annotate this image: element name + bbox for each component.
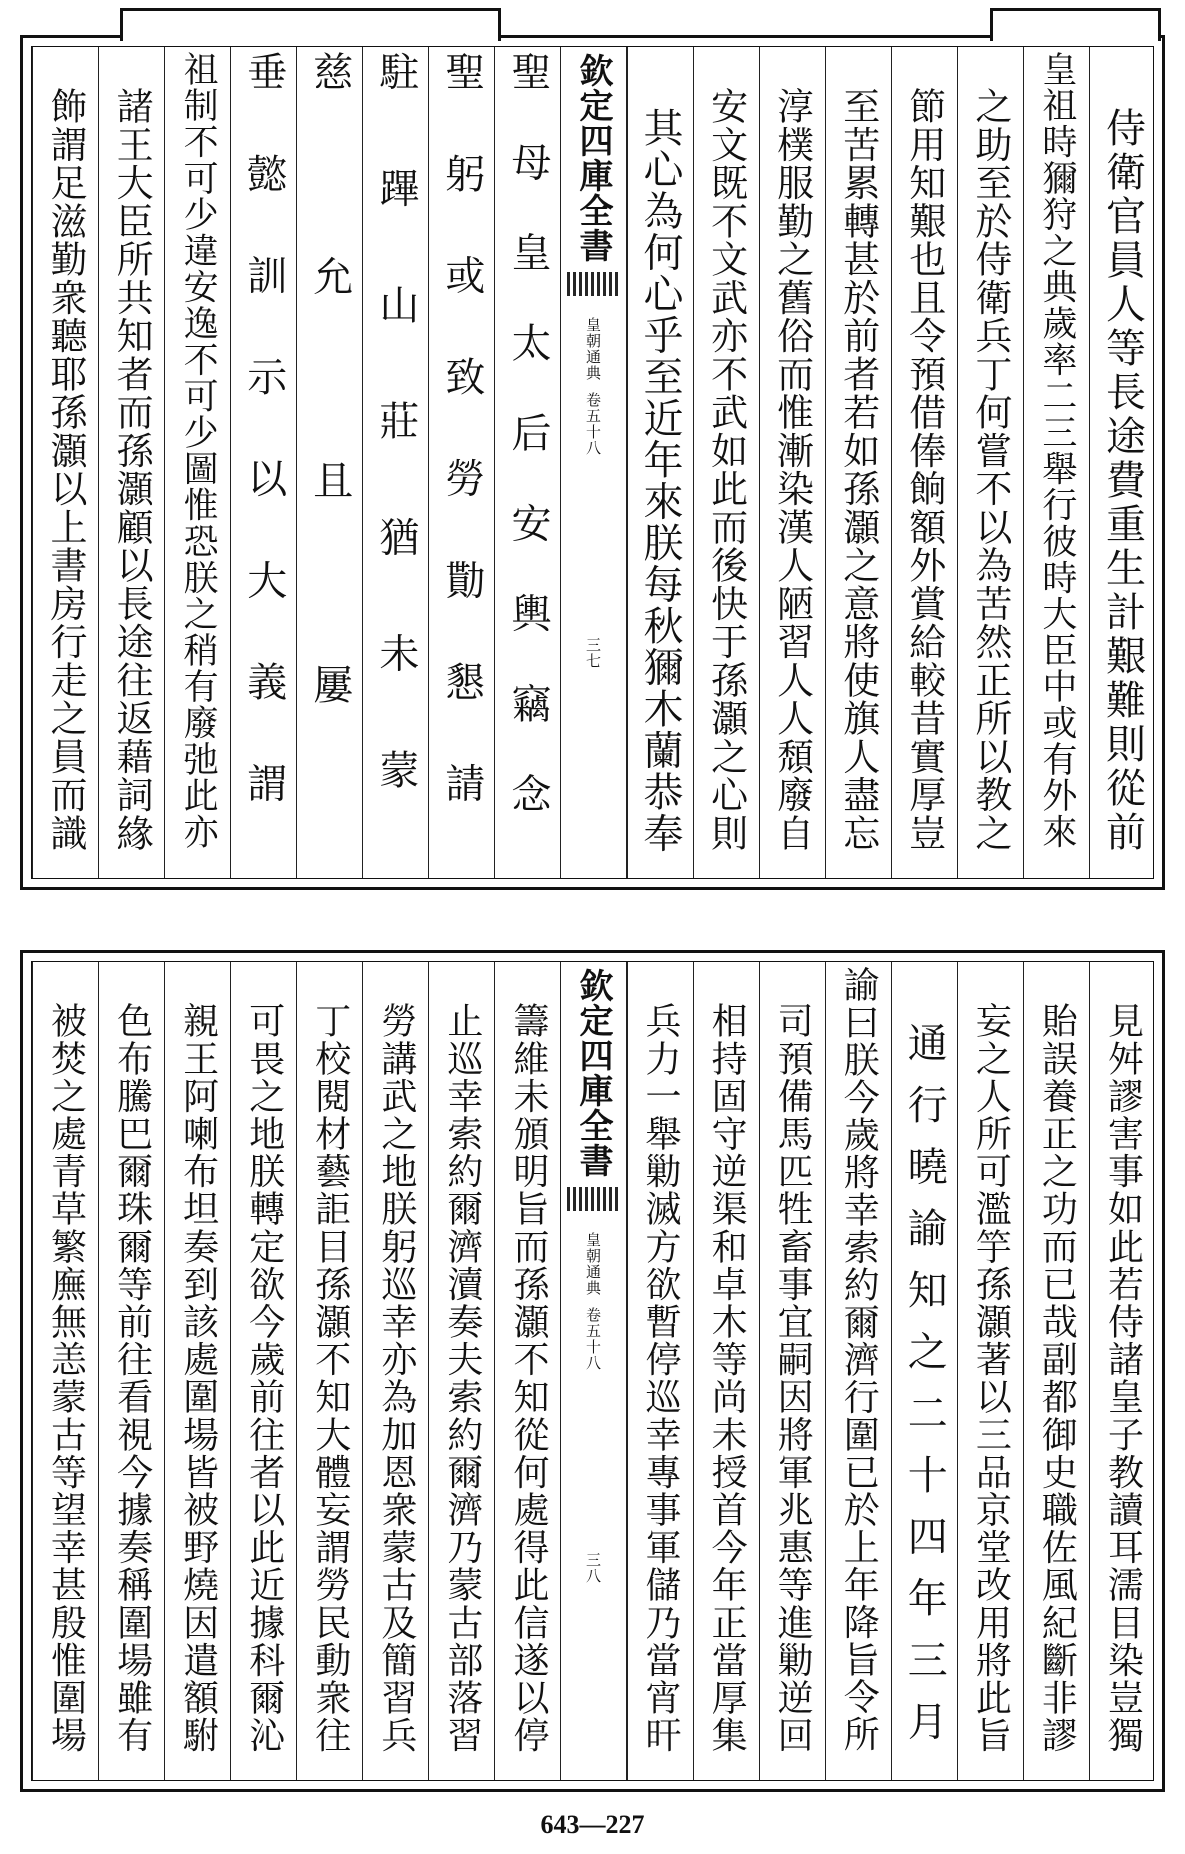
top-column-text: 聖母皇太后安輿竊念 — [504, 51, 551, 863]
bottom-column-text: 籌維未頒明旨而孫灝不知從何處得此信遂以停 — [507, 1002, 549, 1754]
top-column-text: 飾謂足滋勤衆聽耶孫灝以上書房行走之員而識 — [44, 87, 88, 852]
bottom-column-left-7 — [98, 962, 164, 1780]
top-column-right-7 — [693, 47, 759, 878]
top-column-text: 之助至於侍衛兵丁何嘗不以為苦然正所以教之 — [968, 87, 1012, 852]
bottom-fish-tail-ornament — [567, 1187, 619, 1211]
top-column-right-4 — [891, 47, 957, 878]
top-column-text: 祖制不可少違安逸不可少圖惟恐朕之稍有廢弛此亦 — [178, 51, 219, 850]
top-column-text: 至苦累轉甚於前者若如孫灝之意將使旗人盡忘 — [836, 87, 880, 852]
bottom-column-right-5 — [825, 962, 891, 1780]
top-column-right-6 — [759, 47, 825, 878]
bottom-column-right-6 — [759, 962, 825, 1780]
top-page-inner-border — [31, 46, 1154, 879]
top-column-left-7 — [98, 47, 164, 878]
bottom-column-text: 妄之人所可濫竽孫灝著以三品京堂改用將此旨 — [970, 1002, 1012, 1754]
top-column-left-1 — [494, 47, 560, 878]
bottom-column-right-7 — [693, 962, 759, 1780]
bottom-column-right-8 — [627, 962, 693, 1780]
top-center-folio: 三七 — [584, 637, 602, 669]
top-column-text: 皇祖時獮狩之典歲率二三舉行彼時大臣中或有外來 — [1036, 51, 1077, 850]
bottom-column-left-6 — [164, 962, 230, 1780]
bottom-column-text: 兵力一舉勦滅方欲暫停巡幸專事軍儲乃當宵旰 — [640, 1002, 682, 1754]
bottom-column-text: 司預備馬匹牲畜事宜嗣因將軍兆惠等進勦逆回 — [772, 1002, 814, 1754]
bottom-column-text: 止巡幸索約爾濟瀆奏夫索約爾濟乃蒙古部落習 — [441, 1002, 483, 1754]
top-column-text: 侍衛官員人等長途費重生計艱難則從前 — [1099, 107, 1146, 855]
page-number: 643—227 — [540, 1810, 645, 1839]
top-center-book: 皇朝通典 — [584, 317, 602, 381]
bottom-center-volume: 卷五十八 — [584, 1307, 602, 1371]
top-column-left-5 — [230, 47, 296, 878]
top-column-right-3 — [957, 47, 1023, 878]
bottom-column-right-4 — [891, 962, 957, 1780]
top-frame-notch-right — [990, 8, 1161, 41]
bottom-center-title: 欽定四庫全書 — [573, 968, 613, 1178]
top-center-fold — [560, 47, 626, 878]
bottom-column-text: 色布騰巴爾珠爾等前往看視今據奏稱圍場雖有 — [111, 1002, 153, 1754]
top-column-text: 其心為何心乎至近年來朕每秋獮木蘭恭奉 — [637, 107, 684, 854]
top-column-left-8 — [32, 47, 98, 878]
bottom-page-inner-border — [31, 961, 1154, 1781]
top-column-left-3 — [362, 47, 428, 878]
bottom-center-folio: 三八 — [584, 1552, 602, 1584]
top-column-left-2 — [428, 47, 494, 878]
top-column-text: 慈允且屢 — [306, 51, 353, 868]
bottom-column-left-2 — [428, 962, 494, 1780]
top-column-right-8 — [627, 47, 693, 878]
bottom-column-left-8 — [32, 962, 98, 1780]
bottom-column-text: 可畏之地朕轉定欲今歲前往者以此近據科爾沁 — [243, 1002, 285, 1754]
top-column-text: 垂懿訓示以大義謂 — [240, 51, 287, 864]
bottom-center-book: 皇朝通典 — [584, 1232, 602, 1296]
bottom-column-left-5 — [230, 962, 296, 1780]
bottom-column-text: 丁校閱材藝詎目孫灝不知大體妄謂勞民動衆往 — [309, 1002, 351, 1754]
bottom-column-text: 諭曰朕今歲將幸索約爾濟行圍已於上年降旨令所 — [838, 966, 880, 1753]
bottom-column-left-1 — [494, 962, 560, 1780]
bottom-column-text: 通行曉諭知之二十四年三月 — [901, 1022, 948, 1762]
top-column-right-1 — [1089, 47, 1155, 878]
bottom-column-right-1 — [1089, 962, 1155, 1780]
bottom-column-text: 被焚之處青草繁廡無恙蒙古等望幸甚殷惟圍場 — [45, 1002, 87, 1754]
top-column-text: 節用知艱也且令預借俸餉額外賞給較昔實厚豈 — [902, 87, 946, 852]
bottom-column-right-3 — [957, 962, 1023, 1780]
top-column-text: 安文既不文武亦不武如此而後快于孫灝之心則 — [704, 87, 748, 852]
top-column-left-6 — [164, 47, 230, 878]
top-column-right-5 — [825, 47, 891, 878]
bottom-column-left-3 — [362, 962, 428, 1780]
top-page-frame — [20, 35, 1165, 890]
bottom-column-text: 勞講武之地朕躬巡幸亦為加恩衆蒙古及簡習兵 — [375, 1002, 417, 1754]
top-column-right-2 — [1023, 47, 1089, 878]
bottom-column-left-4 — [296, 962, 362, 1780]
top-center-volume: 卷五十八 — [584, 392, 602, 456]
top-column-text: 諸王大臣所共知者而孫灝顧以長途往返藉詞緣 — [110, 87, 154, 852]
bottom-column-text: 貽誤養正之功而已哉副都御史職佐風紀斷非謬 — [1036, 1002, 1078, 1754]
top-fish-tail-ornament — [567, 272, 619, 296]
bottom-column-right-2 — [1023, 962, 1089, 1780]
bottom-page-frame — [20, 950, 1165, 1792]
bottom-column-text: 見舛謬害事如此若侍諸皇子教讀耳濡目染豈獨 — [1102, 1002, 1144, 1754]
bottom-column-text: 相持固守逆渠和卓木等尚未授首今年正當厚集 — [706, 1002, 748, 1754]
top-column-text: 駐蹕山莊猶未蒙 — [372, 51, 419, 865]
top-column-left-4 — [296, 47, 362, 878]
bottom-column-text: 親王阿喇布坦奏到該處圍場皆被野燒因遣額駙 — [177, 1002, 219, 1754]
bottom-center-fold — [560, 962, 626, 1780]
top-column-text: 聖躬或致勞勩懇請 — [438, 51, 485, 864]
top-center-title: 欽定四庫全書 — [573, 53, 613, 263]
top-column-text: 淳樸服勤之舊俗而惟漸染漢人陋習人人頹廢自 — [770, 87, 814, 852]
top-frame-notch-left — [120, 8, 501, 41]
